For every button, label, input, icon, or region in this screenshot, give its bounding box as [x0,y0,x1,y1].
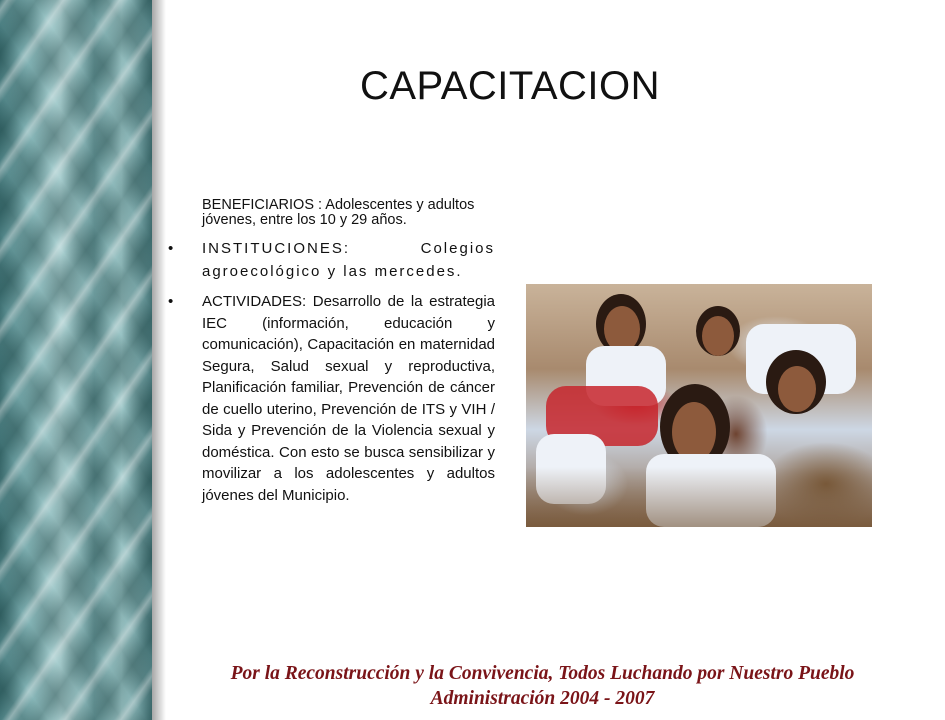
students-photo [526,284,872,527]
beneficiarios-text: BENEFICIARIOS : Adolescentes y adultos jóvenes, entre los 10 y 29 años. [202,197,475,228]
footer-slogan [140,661,945,711]
bullet-marker: • [168,293,174,310]
bullet-text: INSTITUCIONES: Colegios agroecológico y las mercedes. [202,240,495,280]
bullet-instituciones [160,237,495,283]
photo-figure [672,402,716,462]
slide-content [160,198,495,514]
footer-line-2: Administración 2004 - 2007 [430,688,655,709]
decorative-side-band [0,0,152,720]
photo-figure [702,316,734,356]
photo-figure [778,366,816,412]
bullet-actividades [160,291,495,506]
slide-title: CAPACITACION [359,64,661,108]
footer-line-1: Por la Reconstrucción y la Convivencia, Todos Luchando por Nuestro Pueblo [230,663,855,684]
bullet-marker: • [168,240,176,257]
photo-desk [526,467,872,527]
bullet-text: ACTIVIDADES: Desarrollo de la estrategia IEC (información, educación y comunicación), Capacitación en maternidad Segura, Salud sexual y reproductiva, Planificación familiar, Prevención de cáncer de cuello uterino, Prevención de ITS y VIH / Sida y Prevención de la Violencia sexual y doméstica. Con esto se busca sensibilizar y movilizar a los adolescentes y adultos jóvenes del Municipio. [202,293,495,504]
